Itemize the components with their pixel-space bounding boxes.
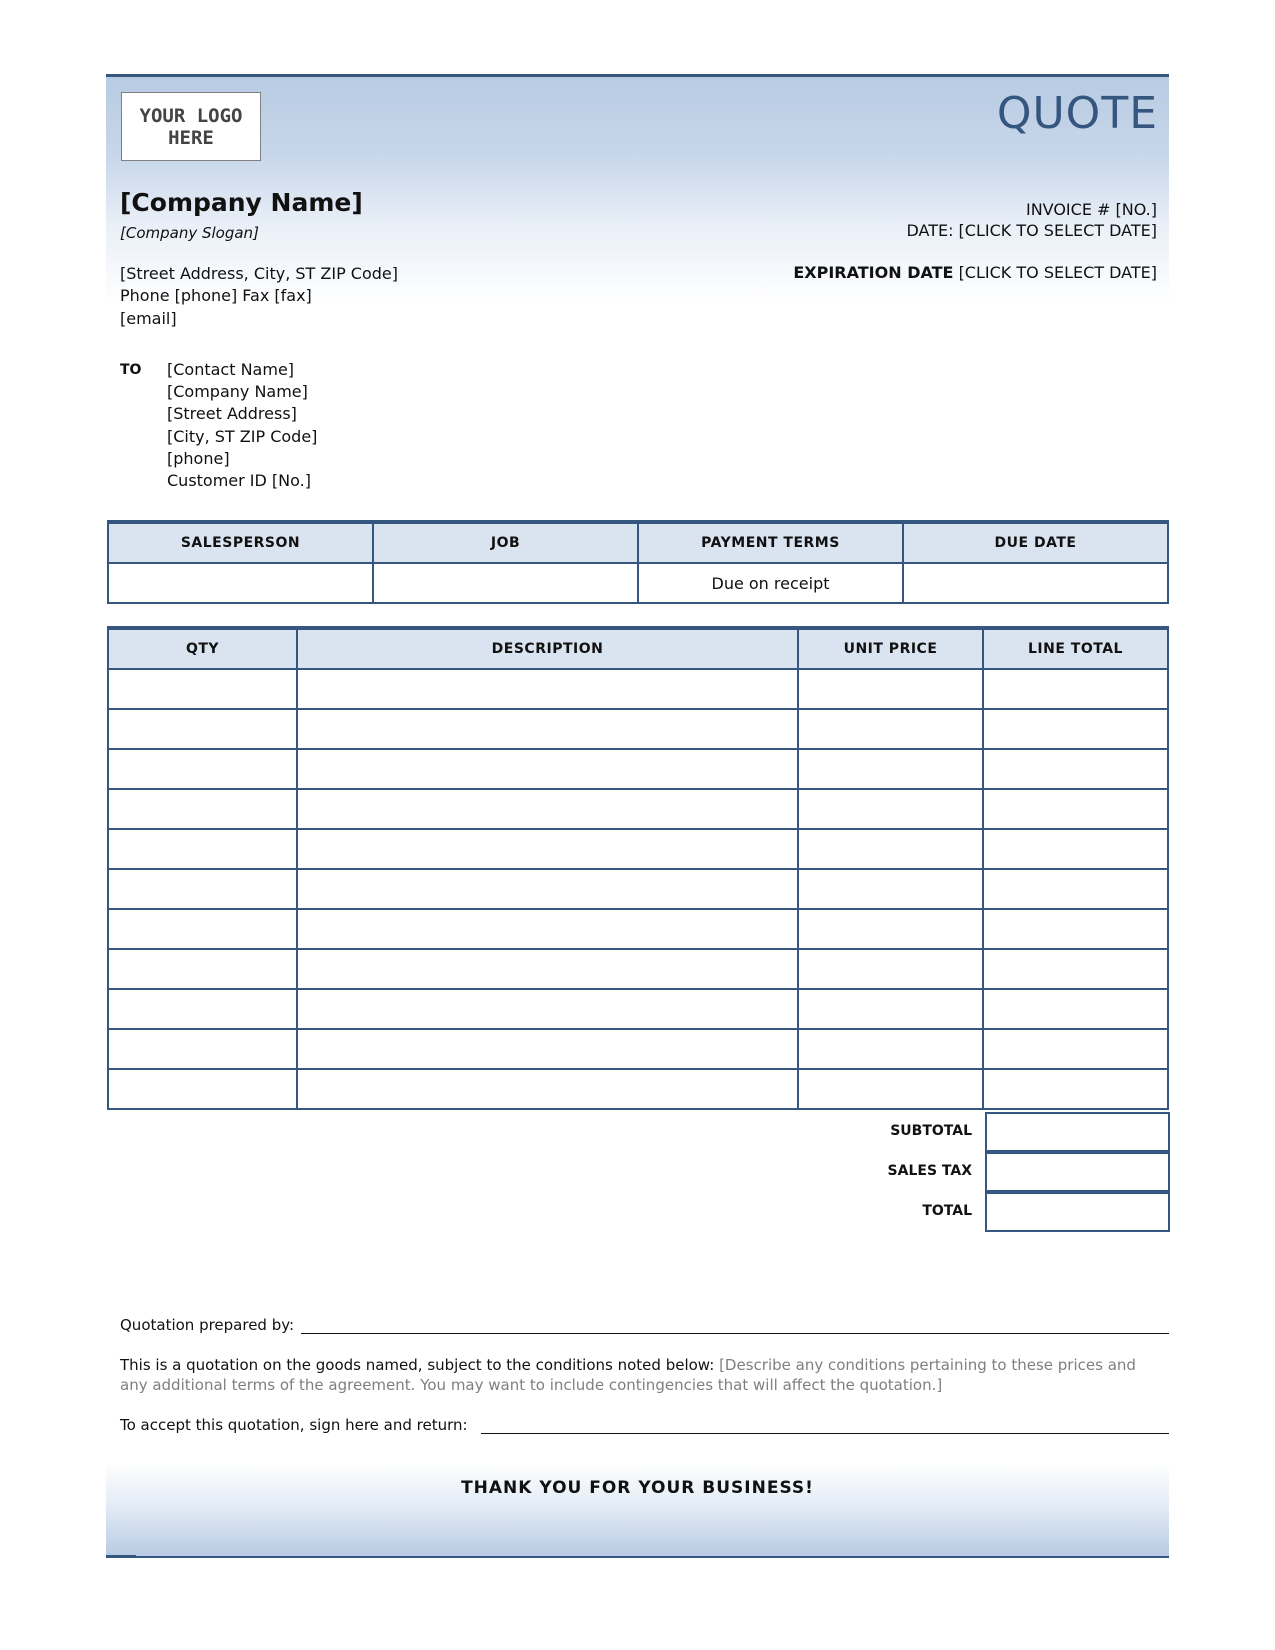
total-cell[interactable] — [985, 1192, 1170, 1232]
logo-line-1: YOUR LOGO — [139, 104, 243, 127]
line-total-cell[interactable] — [983, 829, 1168, 869]
line-total-cell[interactable] — [983, 989, 1168, 1029]
qty-cell[interactable] — [108, 989, 297, 1029]
accept-label: To accept this quotation, sign here and return: — [120, 1416, 468, 1434]
description-header: DESCRIPTION — [297, 628, 798, 669]
job-table — [107, 520, 1169, 604]
footer-corner-mark — [106, 1555, 136, 1556]
unit-price-cell[interactable] — [798, 949, 983, 989]
line-item-row — [108, 709, 1168, 749]
unit-price-cell[interactable] — [798, 709, 983, 749]
to-label: TO — [120, 362, 142, 378]
total-label: TOTAL — [922, 1203, 972, 1219]
line-total-cell[interactable] — [983, 669, 1168, 709]
job-header: JOB — [373, 522, 638, 563]
description-cell[interactable] — [297, 909, 798, 949]
description-cell[interactable] — [297, 709, 798, 749]
recipient-customer-id[interactable]: Customer ID [No.] — [167, 471, 311, 490]
qty-cell[interactable] — [108, 909, 297, 949]
sales-tax-cell[interactable] — [985, 1152, 1170, 1192]
line-item-row — [108, 749, 1168, 789]
line-item-row — [108, 949, 1168, 989]
recipient-phone[interactable]: [phone] — [167, 449, 230, 468]
line-total-cell[interactable] — [983, 1069, 1168, 1109]
line-total-cell[interactable] — [983, 949, 1168, 989]
unit-price-cell[interactable] — [798, 869, 983, 909]
line-item-row — [108, 1069, 1168, 1109]
line-item-row — [108, 829, 1168, 869]
unit-price-cell[interactable] — [798, 909, 983, 949]
line-items-table — [107, 626, 1169, 1110]
conditions-lead: This is a quotation on the goods named, subject to the conditions noted below: — [120, 1356, 715, 1374]
job-cell[interactable] — [373, 563, 638, 603]
conditions-text — [120, 1356, 1136, 1374]
expiration-label: EXPIRATION DATE — [793, 263, 954, 282]
conditions-placeholder-1[interactable]: [Describe any conditions pertaining to these prices and — [719, 1356, 1136, 1374]
subtotal-label: SUBTOTAL — [890, 1123, 972, 1139]
qty-header: QTY — [108, 628, 297, 669]
logo-line-2: HERE — [168, 126, 214, 149]
line-item-row — [108, 989, 1168, 1029]
sales-tax-label: SALES TAX — [887, 1163, 972, 1179]
unit-price-header: UNIT PRICE — [798, 628, 983, 669]
unit-price-cell[interactable] — [798, 669, 983, 709]
unit-price-cell[interactable] — [798, 749, 983, 789]
company-name[interactable]: [Company Name] — [120, 188, 363, 217]
line-total-cell[interactable] — [983, 909, 1168, 949]
salesperson-header: SALESPERSON — [108, 522, 373, 563]
prepared-by-line[interactable] — [301, 1333, 1169, 1334]
company-slogan[interactable]: [Company Slogan] — [120, 224, 259, 242]
description-cell[interactable] — [297, 869, 798, 909]
salesperson-cell[interactable] — [108, 563, 373, 603]
line-total-cell[interactable] — [983, 789, 1168, 829]
document-title: QUOTE — [996, 88, 1158, 139]
line-item-row — [108, 909, 1168, 949]
qty-cell[interactable] — [108, 869, 297, 909]
conditions-text-continued — [120, 1376, 942, 1394]
description-cell[interactable] — [297, 1029, 798, 1069]
unit-price-cell[interactable] — [798, 1069, 983, 1109]
unit-price-cell[interactable] — [798, 789, 983, 829]
qty-cell[interactable] — [108, 1029, 297, 1069]
qty-cell[interactable] — [108, 829, 297, 869]
recipient-company-name[interactable]: [Company Name] — [167, 382, 308, 401]
qty-cell[interactable] — [108, 949, 297, 989]
recipient-contact-name[interactable]: [Contact Name] — [167, 360, 295, 379]
quote-date[interactable]: DATE: [CLICK TO SELECT DATE] — [906, 221, 1157, 240]
description-cell[interactable] — [297, 949, 798, 989]
payment-terms-header: PAYMENT TERMS — [638, 522, 903, 563]
line-total-cell[interactable] — [983, 869, 1168, 909]
description-cell[interactable] — [297, 749, 798, 789]
line-item-row — [108, 789, 1168, 829]
invoice-number[interactable]: INVOICE # [NO.] — [1025, 200, 1157, 219]
company-email[interactable]: [email] — [120, 309, 177, 328]
line-total-cell[interactable] — [983, 1029, 1168, 1069]
expiration-date[interactable] — [793, 263, 1157, 282]
recipient-street-address[interactable]: [Street Address] — [167, 404, 297, 423]
logo-placeholder[interactable] — [121, 92, 261, 161]
line-item-row — [108, 1029, 1168, 1069]
conditions-placeholder-2[interactable]: any additional terms of the agreement. You may want to include contingencies that will affect the quotation.] — [120, 1376, 943, 1394]
thank-you-message: THANK YOU FOR YOUR BUSINESS! — [461, 1478, 814, 1498]
qty-cell[interactable] — [108, 789, 297, 829]
description-cell[interactable] — [297, 989, 798, 1029]
expiration-value[interactable]: [CLICK TO SELECT DATE] — [958, 263, 1157, 282]
acceptance-signature-line[interactable] — [481, 1433, 1169, 1434]
description-cell[interactable] — [297, 1069, 798, 1109]
line-item-row — [108, 869, 1168, 909]
description-cell[interactable] — [297, 789, 798, 829]
line-total-cell[interactable] — [983, 749, 1168, 789]
unit-price-cell[interactable] — [798, 829, 983, 869]
unit-price-cell[interactable] — [798, 1029, 983, 1069]
due-date-header: DUE DATE — [903, 522, 1168, 563]
line-total-cell[interactable] — [983, 709, 1168, 749]
description-cell[interactable] — [297, 669, 798, 709]
due-date-cell[interactable] — [903, 563, 1168, 603]
company-phone-fax[interactable]: Phone [phone] Fax [fax] — [120, 286, 312, 305]
unit-price-cell[interactable] — [798, 989, 983, 1029]
recipient-city-zip[interactable]: [City, ST ZIP Code] — [167, 427, 318, 446]
prepared-by-label: Quotation prepared by: — [120, 1316, 295, 1334]
description-cell[interactable] — [297, 829, 798, 869]
qty-cell[interactable] — [108, 1069, 297, 1109]
subtotal-cell[interactable] — [985, 1112, 1170, 1152]
qty-cell[interactable] — [108, 669, 297, 709]
qty-cell[interactable] — [108, 709, 297, 749]
company-address[interactable]: [Street Address, City, ST ZIP Code] — [120, 264, 398, 283]
line-total-header: LINE TOTAL — [983, 628, 1168, 669]
line-item-row — [108, 669, 1168, 709]
qty-cell[interactable] — [108, 749, 297, 789]
payment-terms-cell[interactable]: Due on receipt — [638, 563, 903, 603]
